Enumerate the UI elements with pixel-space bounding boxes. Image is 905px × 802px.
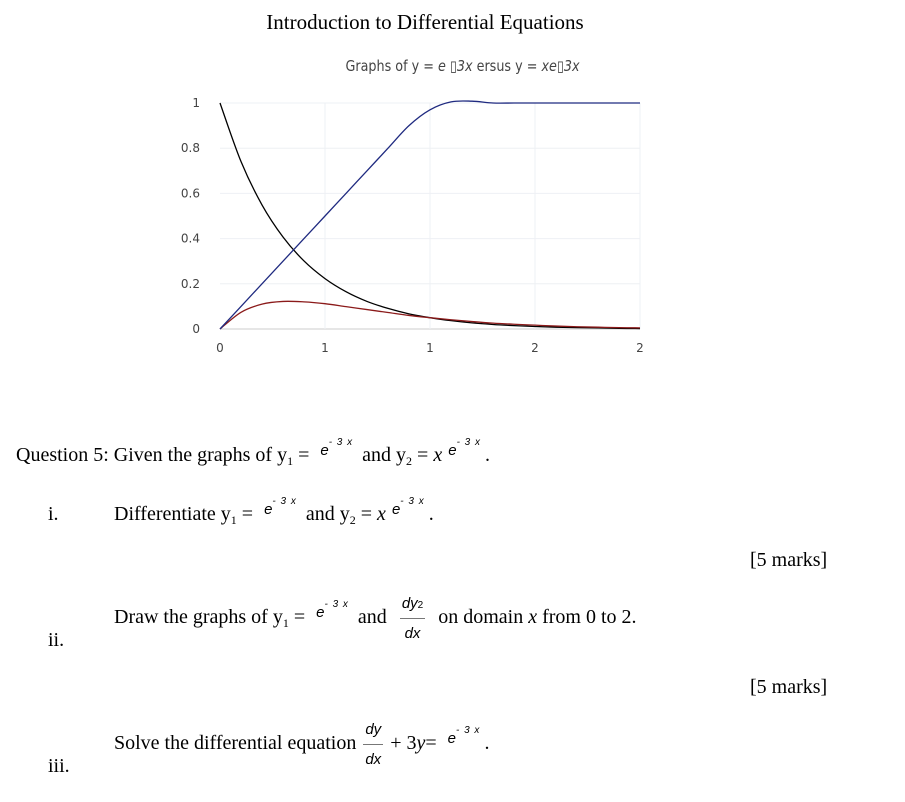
equals: =: [355, 503, 378, 525]
subscript: 2: [406, 454, 413, 468]
question-intro: [16, 437, 491, 468]
marks-label: [5 marks]: [750, 676, 828, 698]
derivative-fraction: [400, 595, 425, 642]
e: e: [264, 501, 273, 518]
subscript: 2: [349, 513, 356, 527]
var-x: x: [528, 606, 538, 629]
equals: =: [412, 444, 434, 466]
item-numeral: i.: [48, 503, 59, 525]
exponential: [314, 437, 357, 459]
y-tick-label: 0.2: [180, 276, 200, 291]
equals: =: [236, 503, 259, 525]
y-tick-label: 0.4: [180, 231, 200, 246]
exponential: [386, 496, 429, 518]
item-text: Solve the differential equation: [114, 732, 362, 755]
item-numeral: iii.: [48, 755, 70, 777]
period: .: [484, 732, 490, 755]
numerator-subscript: 2: [417, 600, 424, 611]
chart-title-part: ersus y =: [472, 57, 542, 75]
equals: =: [425, 732, 442, 755]
item-text: Draw the graphs of: [114, 606, 273, 629]
numerator: dy: [401, 595, 418, 612]
var-y: y: [396, 444, 407, 466]
item-numeral: ii.: [48, 629, 65, 651]
e: e: [320, 442, 329, 459]
item-iii-text: [114, 721, 489, 768]
e: e: [447, 730, 456, 748]
period: .: [428, 503, 434, 525]
intro-text: Question 5: Given the graphs of: [16, 444, 278, 466]
var-y: y: [416, 732, 426, 755]
equals: =: [288, 606, 311, 629]
var-y: y: [272, 606, 283, 629]
chart-title-part: Graphs of y =: [345, 57, 438, 75]
y-tick-label: 0.6: [180, 186, 200, 201]
x-tick-label: 2: [531, 341, 539, 355]
exponential: [442, 725, 485, 748]
var-y: y: [220, 503, 231, 525]
var-y: y: [339, 503, 350, 525]
exponential: [258, 496, 301, 518]
chart-title-part: e ▯3x: [437, 57, 473, 75]
numerator: dy: [363, 721, 383, 745]
period: .: [485, 444, 491, 466]
var-x: x: [377, 503, 386, 525]
item-ii-text: [114, 595, 637, 642]
subscript: 1: [287, 454, 294, 468]
exponent: - 3 x: [456, 437, 482, 448]
subscript: 1: [282, 616, 289, 631]
chart-title-part: xe▯3x: [541, 57, 580, 75]
item-text: on domain: [433, 606, 529, 629]
derivative-fraction: [363, 721, 383, 768]
var-x: x: [433, 444, 443, 466]
e: e: [391, 501, 401, 518]
y-tick-label: 1: [192, 96, 200, 110]
e: e: [448, 442, 457, 459]
and-text: and: [300, 503, 340, 525]
denominator: dx: [404, 625, 421, 642]
exponent: - 3 x: [272, 496, 297, 507]
exponential: [310, 599, 353, 622]
x-tick-label: 1: [321, 341, 329, 355]
e: e: [316, 604, 325, 622]
exponent: - 3 x: [324, 599, 349, 611]
chart: [0, 0, 905, 380]
item-i-text: [114, 496, 434, 527]
x-tick-label: 0: [216, 341, 224, 355]
and-text: and: [357, 444, 397, 466]
document-title: Introduction to Differential Equations: [266, 10, 584, 34]
marks-label: [5 marks]: [750, 549, 828, 571]
item-text: + 3: [385, 732, 417, 755]
and-text: and: [352, 606, 392, 629]
var-y: y: [277, 444, 288, 466]
item-text: from 0 to 2.: [537, 606, 637, 629]
denominator: dx: [365, 751, 382, 768]
exponent: - 3 x: [328, 437, 354, 448]
y-tick-label: 0: [192, 322, 200, 336]
item-text: Differentiate: [114, 503, 221, 525]
exponential: [442, 437, 485, 459]
equals: =: [293, 444, 315, 466]
exponent: - 3 x: [400, 496, 425, 507]
x-tick-label: 2: [636, 341, 644, 355]
exponent: - 3 x: [455, 725, 481, 737]
subscript: 1: [230, 513, 237, 527]
y-tick-label: 0.8: [180, 141, 200, 156]
x-tick-label: 1: [426, 341, 434, 355]
